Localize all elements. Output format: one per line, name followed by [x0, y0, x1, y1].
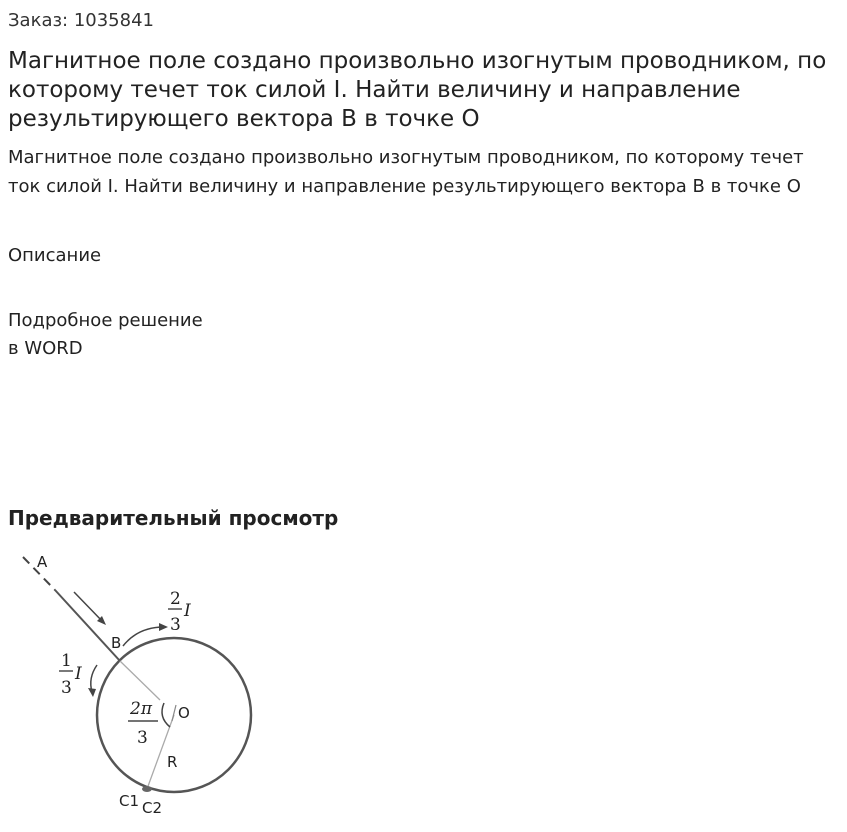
circuit-diagram	[0, 545, 300, 832]
label-r: R	[167, 753, 178, 771]
label-b: B	[111, 634, 122, 652]
current-top-symbol: I	[184, 601, 191, 621]
current-left-symbol: I	[75, 664, 82, 684]
angle-arc	[162, 703, 170, 727]
angle-denominator: 3	[137, 728, 148, 748]
left-arrow-head	[88, 688, 96, 697]
current-top-numerator: 2	[170, 589, 181, 609]
preview-title: Предварительный просмотр	[8, 506, 339, 530]
order-number: Заказ: 1035841	[8, 10, 154, 31]
current-direction-arrow	[74, 592, 104, 623]
top-arrow-head	[159, 623, 168, 631]
solution-line-2: в WORD	[8, 338, 83, 359]
page-title: Магнитное поле создано произвольно изогнутым проводником, по которому течет ток силой I. Найти величину и направление результирующего вектора В в точке О	[8, 48, 827, 132]
solution-line-1: Подробное решение	[8, 310, 203, 331]
label-c1: C1	[119, 792, 140, 810]
label-o: O	[178, 704, 190, 722]
problem-description: Магнитное поле создано произвольно изогнутым проводником, по которому течет ток силой I. Найти величину и направление результирующего вектора В в точке О	[8, 147, 804, 197]
current-left-denominator: 3	[61, 678, 72, 698]
current-top-denominator: 3	[170, 615, 181, 635]
label-a: A	[37, 553, 48, 571]
radius-to-b	[120, 661, 160, 700]
solution-note	[8, 307, 203, 363]
label-c2: C2	[142, 799, 163, 817]
description-section-label: Описание	[8, 245, 102, 266]
angle-arc-tick	[172, 705, 176, 721]
angle-numerator: 2π	[130, 699, 152, 719]
contact-point	[142, 786, 152, 792]
current-left-numerator: 1	[61, 651, 72, 671]
left-current-arrow	[91, 665, 97, 692]
